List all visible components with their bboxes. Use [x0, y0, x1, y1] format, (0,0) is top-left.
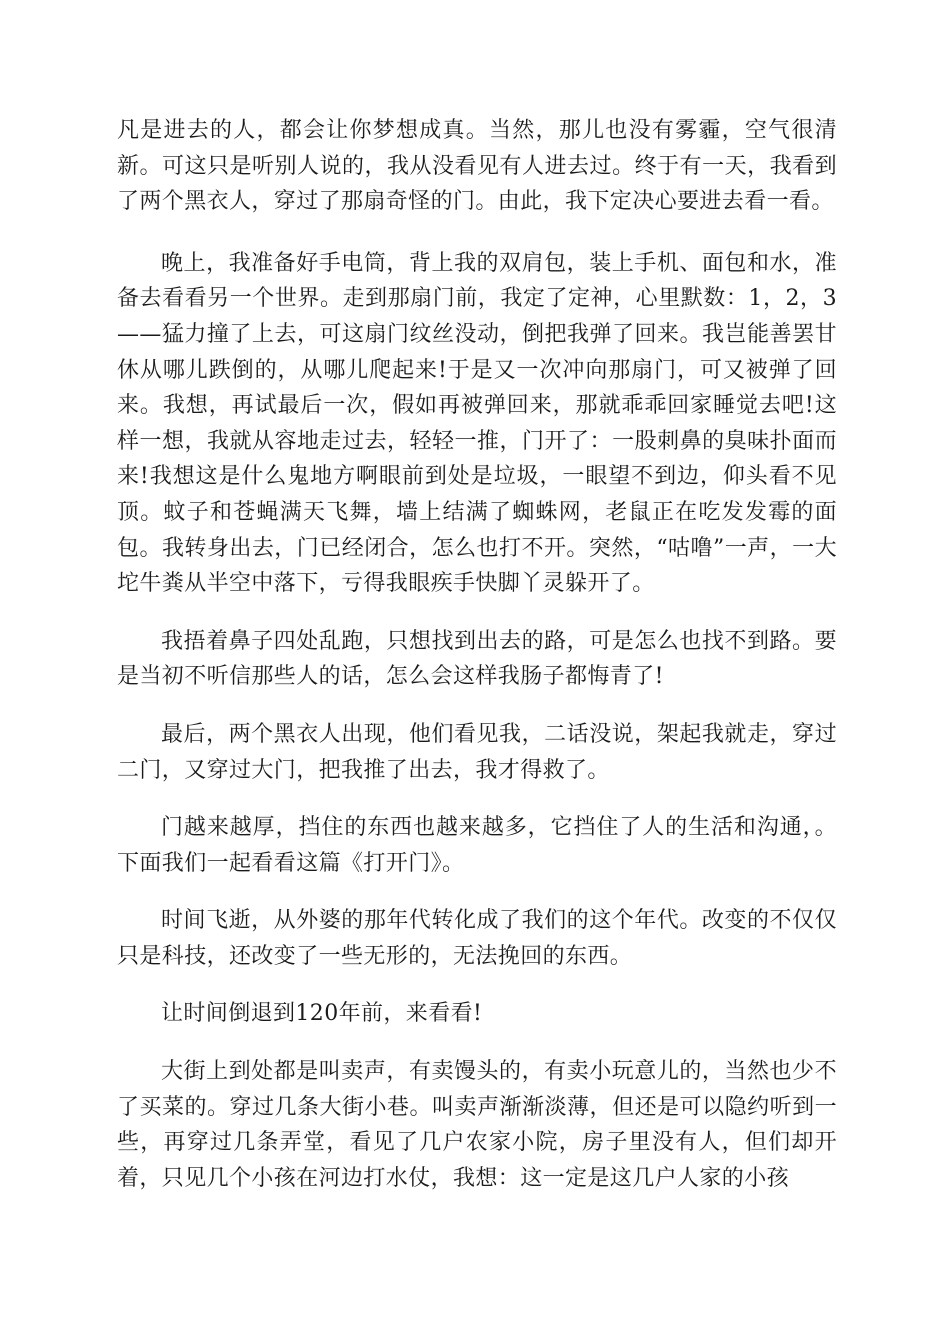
document-body	[117, 113, 837, 1218]
paragraph-5: 门越来越厚，挡住的东西也越来越多，它挡住了人的生活和沟通，。下面我们一起看看这篇《打开门》。	[117, 815, 837, 876]
paragraph-6: 时间飞逝，从外婆的那年代转化成了我们的这个年代。改变的不仅仅只是科技，还改变了一些无形的，无法挽回的东西。	[117, 908, 837, 969]
paragraph-8: 大街上到处都是叫卖声，有卖馒头的，有卖小玩意儿的，当然也少不了买菜的。穿过几条大街小巷。叫卖声渐渐淡薄，但还是可以隐约听到一些，再穿过几条弄堂，看见了几户农家小院，房子里没有人，但们却开着，只见几个小孩在河边打水仗，我想：这一定是这几户人家的小孩	[117, 1059, 837, 1191]
paragraph-1: 凡是进去的人，都会让你梦想成真。当然，那儿也没有雾霾，空气很清新。可这只是听别人说的，我从没看见有人进去过。终于有一天，我看到了两个黑衣人，穿过了那扇奇怪的门。由此，我下定决心要进去看一看。	[117, 118, 837, 215]
paragraph-3: 我捂着鼻子四处乱跑，只想找到出去的路，可是怎么也找不到路。要是当初不听信那些人的话，怎么会这样我肠子都悔青了!	[117, 628, 837, 690]
paragraph-7: 让时间倒退到120年前，来看看!	[161, 1001, 483, 1027]
paragraph-2: 晚上，我准备好手电筒，背上我的双肩包，装上手机、面包和水，准备去看看另一个世界。走到那扇门前，我定了定神，心里默数：1，2，3——猛力撞了上去，可这扇门纹丝没动，倒把我弹了回来。我岂能善罢甘休从哪儿跌倒的，从哪儿爬起来!于是又一次冲向那扇门，可又被弹了回来。我想，再试最后一次，假如再被弹回来，那就乖乖回家睡觉去吧!这样一想，我就从容地走过去，轻轻一推，门开了：一股刺鼻的臭味扑面而来!我想这是什么鬼地方啊眼前到处是垃圾，一眼望不到边，仰头看不见顶。蚊子和苍蝇满天飞舞，墙上结满了蜘蛛网，老鼠正在吃发发霉的面包。我转身出去，门已经闭合，怎么也打不开。突然，“咕噜”一声，一大坨牛粪从半空中落下，亏得我眼疾手快脚丫灵躲开了。	[117, 250, 837, 597]
paragraph-4: 最后，两个黑衣人出现，他们看见我，二话没说，架起我就走，穿过二门，又穿过大门，把我推了出去，我才得救了。	[117, 721, 837, 783]
